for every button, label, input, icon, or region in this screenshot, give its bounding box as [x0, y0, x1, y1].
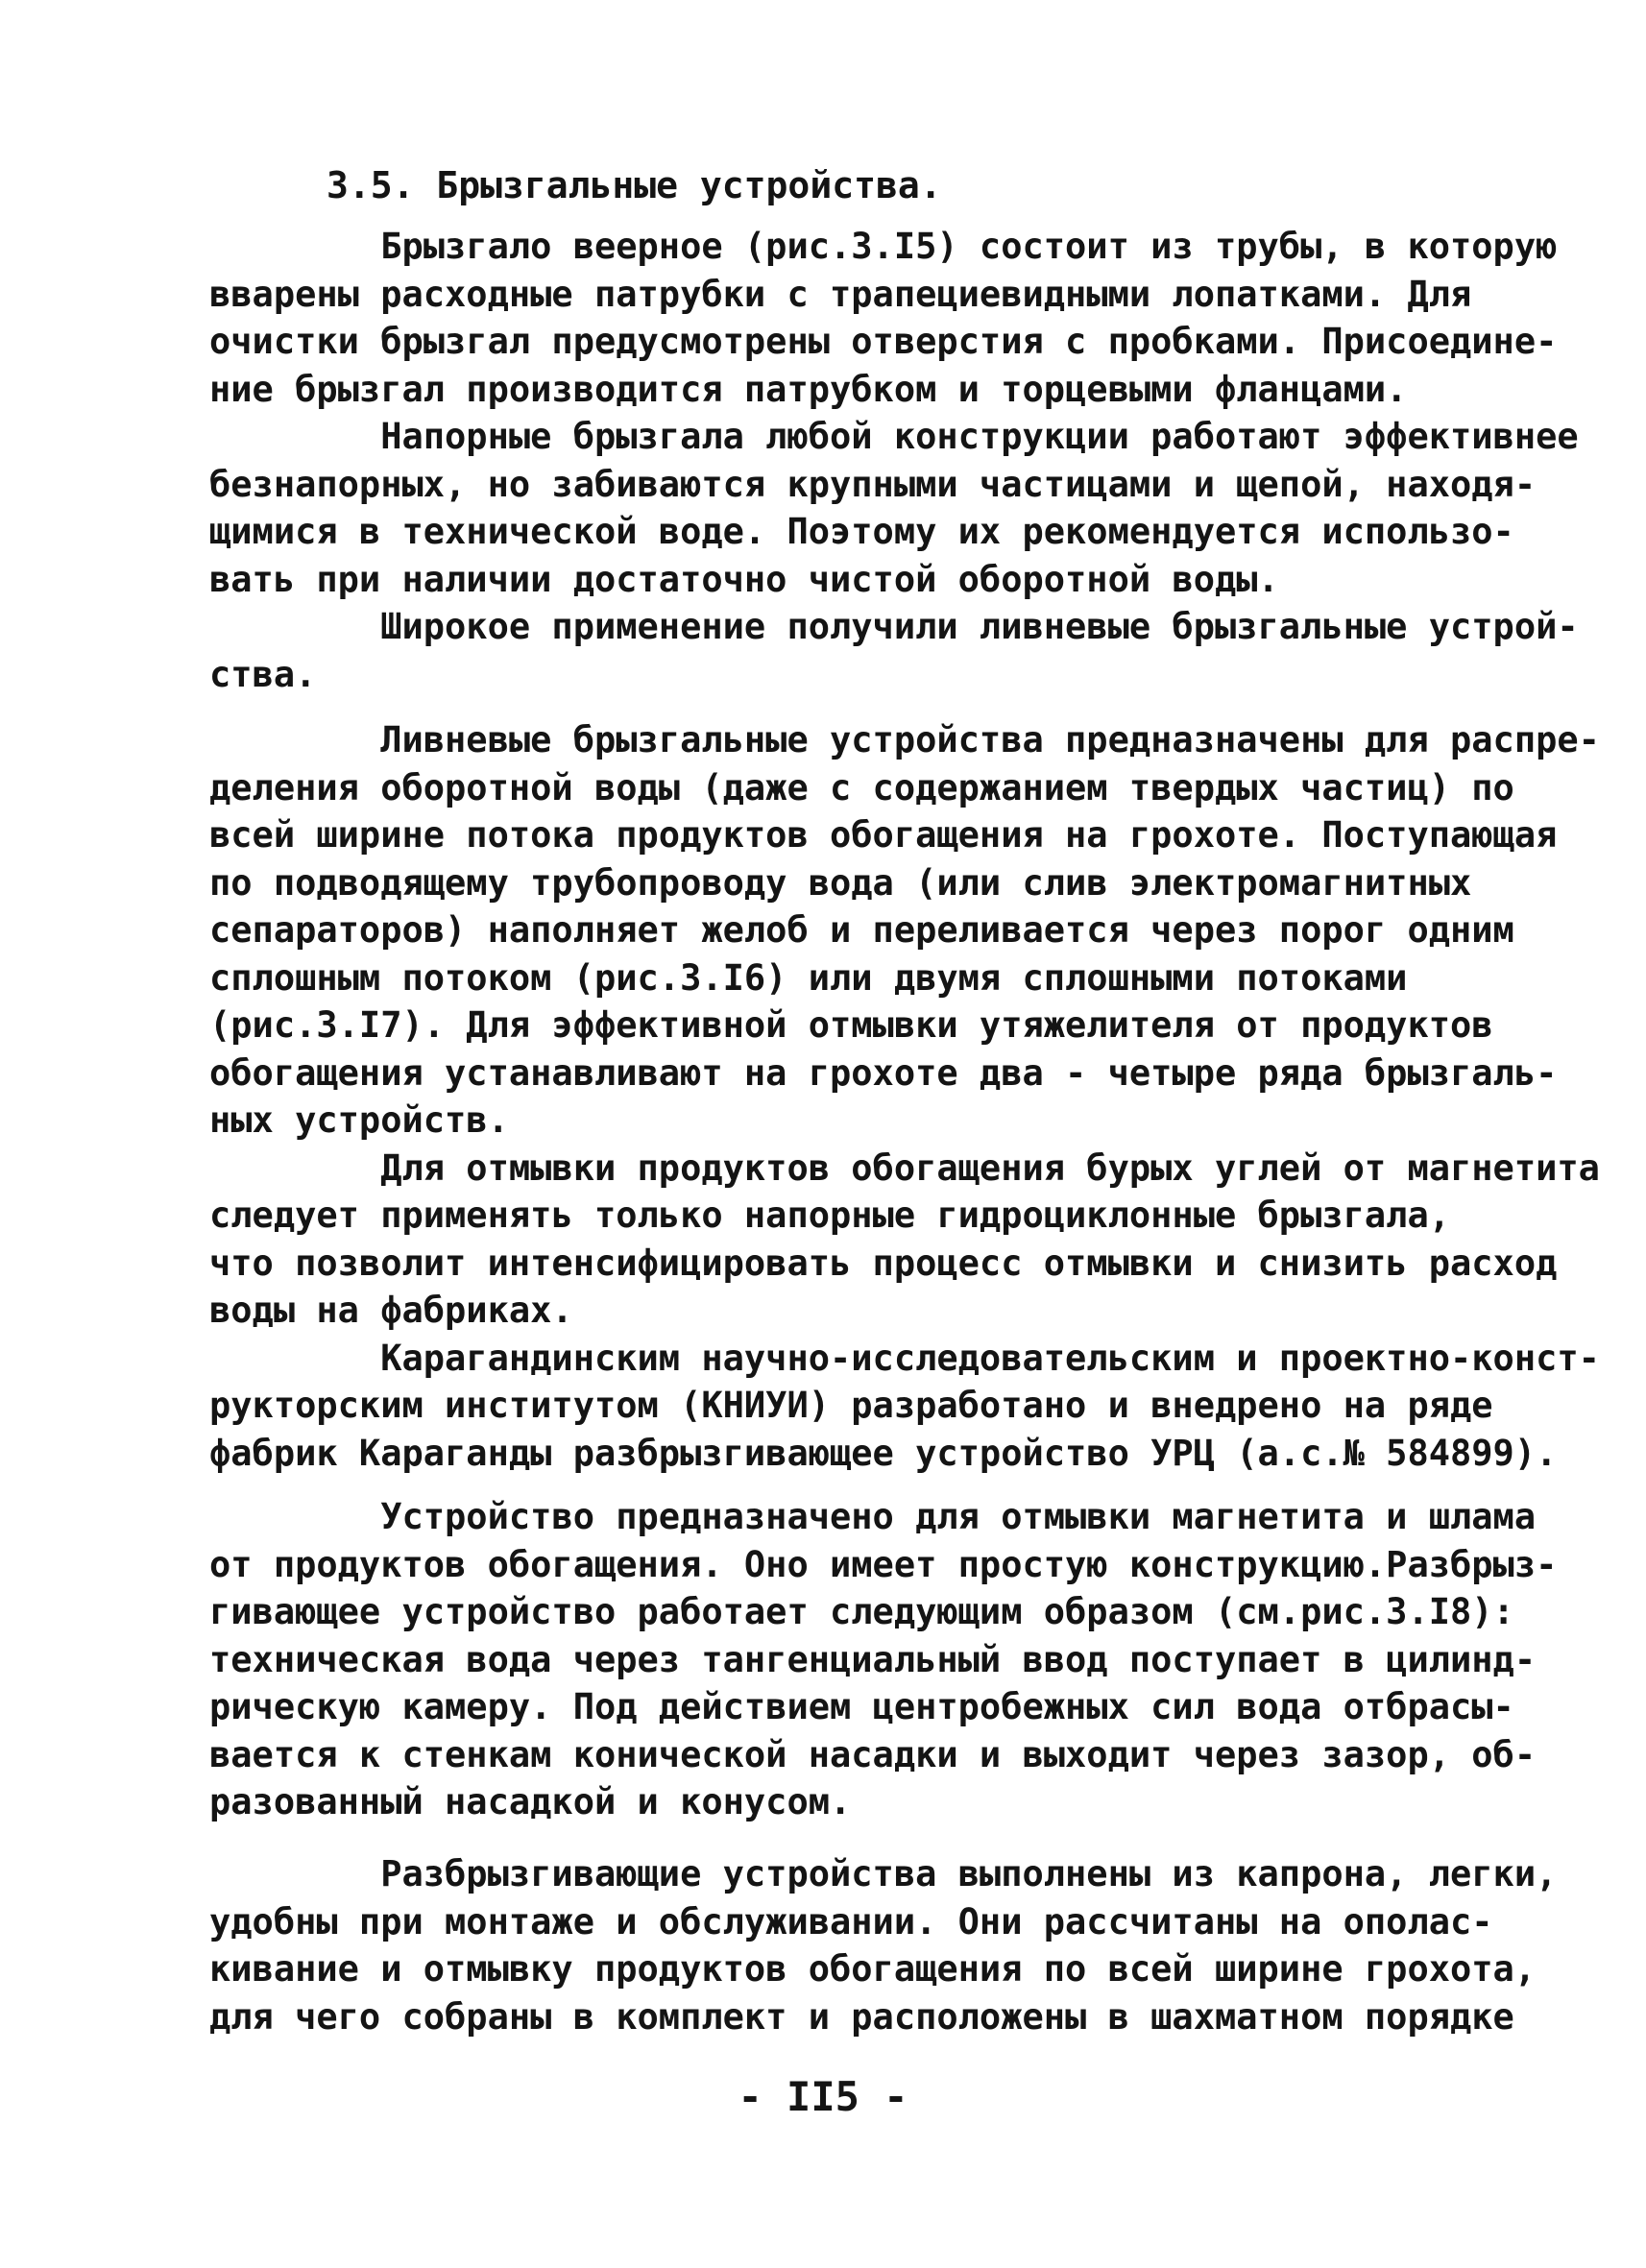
text-line: от продуктов обогащения. Оно имеет простую конструкцию.Разбрыз- — [209, 1543, 1558, 1585]
paragraph-1 — [209, 223, 1579, 698]
text-line: удобны при монтаже и обслуживании. Они рассчитаны на ополас- — [209, 1900, 1493, 1942]
text-line: кивание и отмывку продуктов обогащения по всей ширине грохота, — [209, 1948, 1537, 1990]
text-line: деления оборотной воды (даже с содержанием твердых частиц) по — [209, 766, 1514, 808]
page-number: - II5 - — [738, 2073, 908, 2120]
text-line: Для отмывки продуктов обогащения бурых углей от магнетита — [209, 1146, 1600, 1189]
text-line: следует применять только напорные гидроциклонные брызгала, — [209, 1194, 1451, 1236]
text-line: Разбрызгивающие устройства выполнены из капрона, легки, — [209, 1853, 1558, 1894]
text-line: гивающее устройство работает следующим образом (см.рис.3.I8): — [209, 1591, 1514, 1632]
text-line: воды на фабриках. — [209, 1290, 573, 1331]
text-line: рукторским институтом (КНИУИ) разработано и внедрено на ряде — [209, 1385, 1493, 1426]
text-line: Карагандинским научно-исследовательским и проектно-конст- — [209, 1337, 1600, 1379]
text-line: Устройство предназначено для отмывки магнетита и шлама — [209, 1496, 1537, 1537]
paragraph-2 — [209, 716, 1600, 1477]
text-line: очистки брызгал предусмотрены отверстия с пробками. Присоедине- — [209, 321, 1558, 362]
paragraph-3 — [209, 1493, 1558, 1826]
text-line: Брызгало веерное (рис.3.I5) состоит из трубы, в которую — [209, 226, 1558, 267]
text-line: вварены расходные патрубки с трапециевидными лопатками. Для — [209, 273, 1472, 315]
text-line: Широкое применение получили ливневые брызгальные устрой- — [209, 606, 1579, 647]
text-line: (рис.3.I7). Для эффективной отмывки утяжелителя от продуктов — [209, 1004, 1493, 1046]
text-line: что позволит интенсифицировать процесс отмывки и снизить расход — [209, 1242, 1558, 1284]
paragraph-4 — [209, 1850, 1558, 2040]
section-heading: 3.5. Брызгальные устройства. — [327, 164, 942, 206]
text-line: щимися в технической воде. Поэтому их рекомендуется использо- — [209, 511, 1514, 552]
text-line: сепараторов) наполняет желоб и переливается через порог одним — [209, 909, 1514, 951]
text-line: ных устройств. — [209, 1099, 509, 1141]
text-line: для чего собраны в комплект и расположены в шахматном порядке — [209, 1995, 1514, 2038]
text-line: ние брызгал производится патрубком и торцевыми фланцами. — [209, 368, 1408, 410]
text-line: разованный насадкой и конусом. — [209, 1781, 852, 1822]
text-line: техническая вода через тангенциальный ввод поступает в цилинд- — [209, 1638, 1537, 1680]
text-line: обогащения устанавливают на грохоте два - четыре ряда брызгаль- — [209, 1051, 1558, 1094]
text-line: ства. — [209, 653, 317, 695]
text-line: фабрик Караганды разбрызгивающее устройство УРЦ (а.с.№ 584899). — [209, 1432, 1558, 1474]
text-line: сплошным потоком (рис.3.I6) или двумя сплошными потоками — [209, 956, 1408, 999]
text-line: рическую камеру. Под действием центробежных сил вода отбрасы- — [209, 1686, 1514, 1727]
text-line: вается к стенкам конической насадки и выходит через зазор, об- — [209, 1733, 1537, 1775]
text-line: Напорные брызгала любой конструкции работают эффективнее — [209, 416, 1579, 457]
text-line: Ливневые брызгальные устройства предназначены для распре- — [209, 719, 1600, 760]
text-line: по подводящему трубопроводу вода (или слив электромагнитных — [209, 861, 1472, 904]
text-line: вать при наличии достаточно чистой оборотной воды. — [209, 558, 1279, 600]
text-line: всей ширине потока продуктов обогащения на грохоте. Поступающая — [209, 814, 1558, 856]
text-line: безнапорных, но забиваются крупными частицами и щепой, находя- — [209, 463, 1537, 505]
